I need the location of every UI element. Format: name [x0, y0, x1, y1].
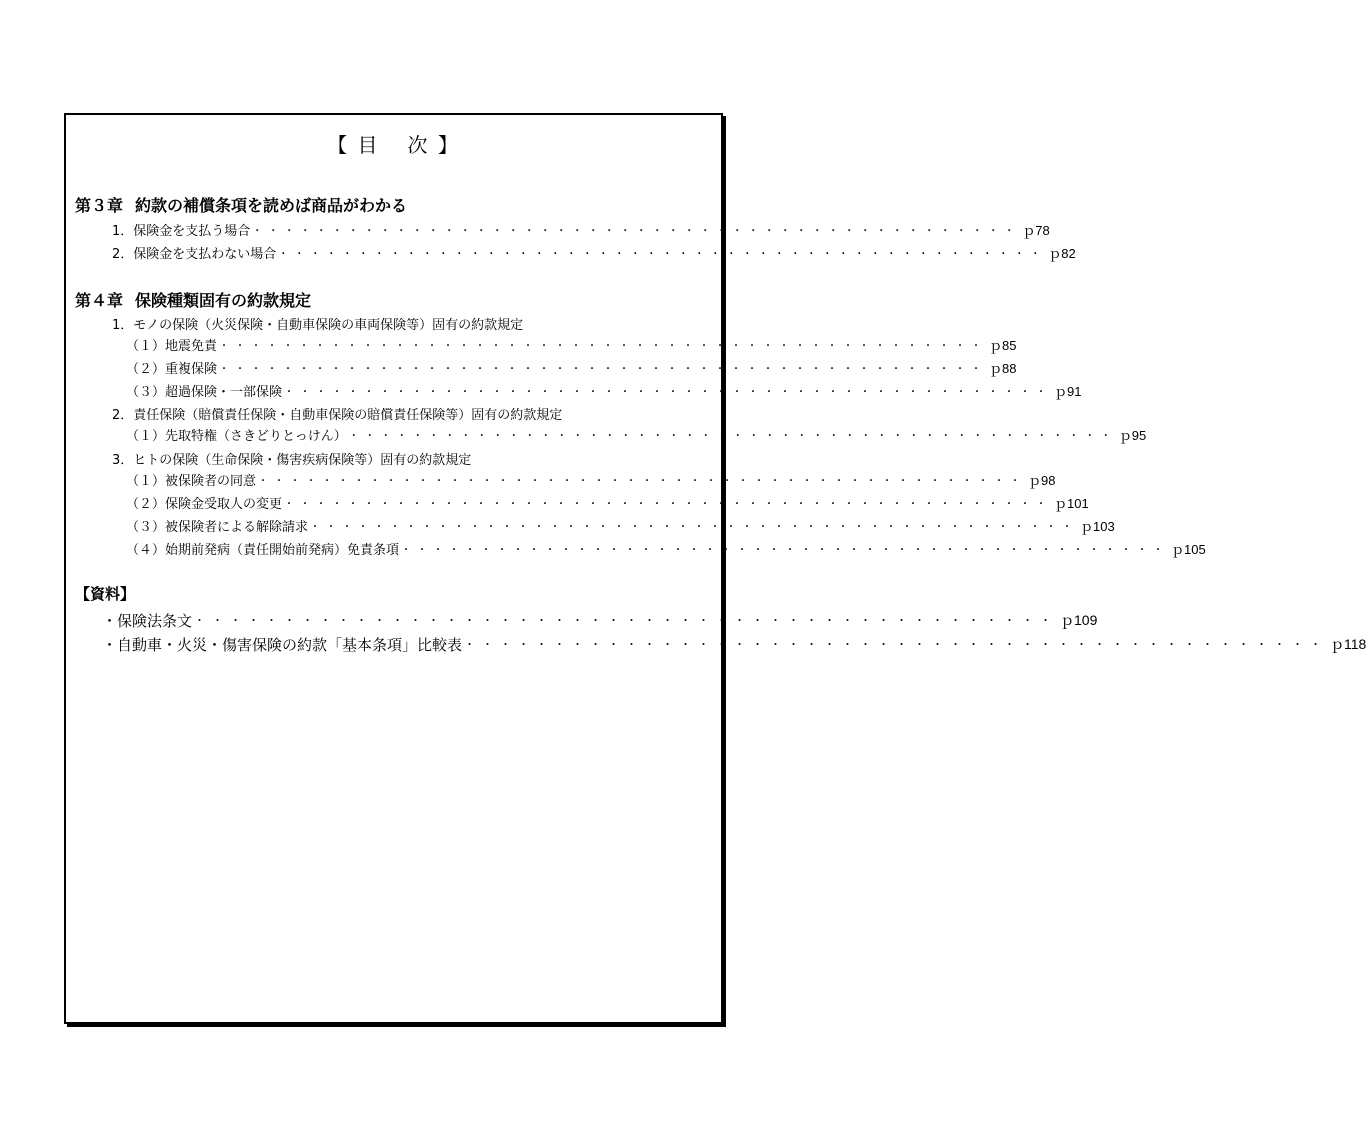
toc-entry: [66, 242, 1076, 262]
toc-entry-page: ｐ101: [1054, 495, 1089, 511]
leader-dots: ・・・・・・・・・・・・・・・・・・・・・・・・・・・・・・・・・・・・・・・・・・・・・・・・: [278, 248, 1047, 260]
toc-title: [66, 129, 721, 158]
toc-entry-label: ・自動車・火災・傷害保険の約款「基本条項」比較表: [102, 635, 463, 654]
section-2-heading: 2．責任保険（賠償責任保険・自動車保険の賠償責任保険等）固有の約款規定: [112, 408, 563, 423]
chapter-3-title: 約款の補償条項を読めば商品がわかる: [135, 196, 408, 215]
toc-entry-page: ｐ109: [1060, 612, 1098, 628]
toc-entry: [66, 633, 1366, 655]
toc-entry: [66, 380, 1082, 400]
chapter-4-heading: [75, 288, 311, 311]
toc-entry-label: （３）超過保険・一部保険: [126, 384, 283, 400]
chapter-4-title: 保険種類固有の約款規定: [135, 291, 312, 310]
toc-entry-label: （１）被保険者の同意: [126, 473, 257, 489]
toc-entry-page: ｐ88: [989, 360, 1017, 376]
toc-entry-page: ｐ85: [989, 337, 1017, 353]
leader-dots: ・・・・・・・・・・・・・・・・・・・・・・・・・・・・・・・・・・・・・・・・・・・・・・・・: [401, 544, 1170, 556]
toc-title-left: 【 目: [327, 133, 380, 157]
toc-entry-label: （１）先取特権（さきどりとっけん）: [126, 428, 347, 444]
leader-dots: ・・・・・・・・・・・・・・・・・・・・・・・・・・・・・・・・・・・・・・・・・・・・・・・・: [219, 340, 988, 352]
leader-dots: ・・・・・・・・・・・・・・・・・・・・・・・・・・・・・・・・・・・・・・・・・・・・・・・・: [284, 498, 1053, 510]
chapter-4-number: 第４章: [75, 291, 124, 310]
toc-entry: [66, 219, 1050, 239]
toc-entry-label: （３）被保険者による解除請求: [126, 519, 309, 535]
toc-entry-page: ｐ78: [1022, 222, 1050, 238]
toc-entry-page: ｐ82: [1048, 245, 1076, 261]
section-3-heading: 3．ヒトの保険（生命保険・傷害疾病保険等）固有の約款規定: [112, 453, 472, 468]
leader-dots: ・・・・・・・・・・・・・・・・・・・・・・・・・・・・・・・・・・・・・・・・・・・・・・・・: [252, 225, 1021, 237]
materials-heading: 【資料】: [75, 585, 136, 603]
toc-entry-label: （１）地震免責: [126, 338, 218, 354]
toc-entry-label: （２）保険金受取人の変更: [126, 496, 283, 512]
toc-entry-page: ｐ118: [1330, 636, 1366, 652]
toc-entry: [66, 515, 1115, 535]
toc-entry: [66, 609, 1098, 631]
chapter-3-number: 第３章: [75, 196, 124, 215]
leader-dots: ・・・・・・・・・・・・・・・・・・・・・・・・・・・・・・・・・・・・・・・・・・・・・・・・: [310, 521, 1079, 533]
toc-entry-label: （４）始期前発病（責任開始前発病）免責条項: [126, 542, 400, 558]
toc-entry-label: （２）重複保険: [126, 361, 218, 377]
leader-dots: ・・・・・・・・・・・・・・・・・・・・・・・・・・・・・・・・・・・・・・・・・・・・・・・・: [284, 386, 1053, 398]
toc-entry-page: ｐ91: [1054, 383, 1082, 399]
toc-frame: [64, 113, 1366, 1024]
leader-dots: ・・・・・・・・・・・・・・・・・・・・・・・・・・・・・・・・・・・・・・・・・・・・・・・・: [258, 475, 1027, 487]
toc-entry: [66, 469, 1056, 489]
toc-entry-page: ｐ98: [1028, 472, 1056, 488]
toc-entry: [66, 492, 1089, 512]
toc-title-right: 次 】: [407, 133, 460, 157]
toc-entry: [66, 424, 1147, 444]
toc-entry-label: ・保険法条文: [102, 611, 193, 630]
toc-entry: [66, 334, 1017, 354]
toc-entry: [66, 357, 1017, 377]
toc-entry-page: ｐ105: [1171, 541, 1206, 557]
chapter-3-heading: [75, 193, 407, 216]
leader-dots: ・・・・・・・・・・・・・・・・・・・・・・・・・・・・・・・・・・・・・・・・・・・・・・・・: [194, 614, 1059, 627]
toc-entry: [66, 538, 1206, 558]
leader-dots: ・・・・・・・・・・・・・・・・・・・・・・・・・・・・・・・・・・・・・・・・・・・・・・・・: [219, 363, 988, 375]
toc-entry-label: 2．保険金を支払わない場合: [112, 246, 277, 262]
leader-dots: ・・・・・・・・・・・・・・・・・・・・・・・・・・・・・・・・・・・・・・・・・・・・・・・・: [348, 430, 1117, 442]
toc-entry-page: ｐ95: [1118, 427, 1147, 443]
leader-dots: ・・・・・・・・・・・・・・・・・・・・・・・・・・・・・・・・・・・・・・・・・・・・・・・・: [464, 638, 1329, 651]
toc-entry-label: 1．保険金を支払う場合: [112, 223, 251, 239]
section-1-heading: 1．モノの保険（火災保険・自動車保険の車両保険等）固有の約款規定: [112, 318, 524, 333]
toc-entry-page: ｐ103: [1080, 518, 1115, 534]
